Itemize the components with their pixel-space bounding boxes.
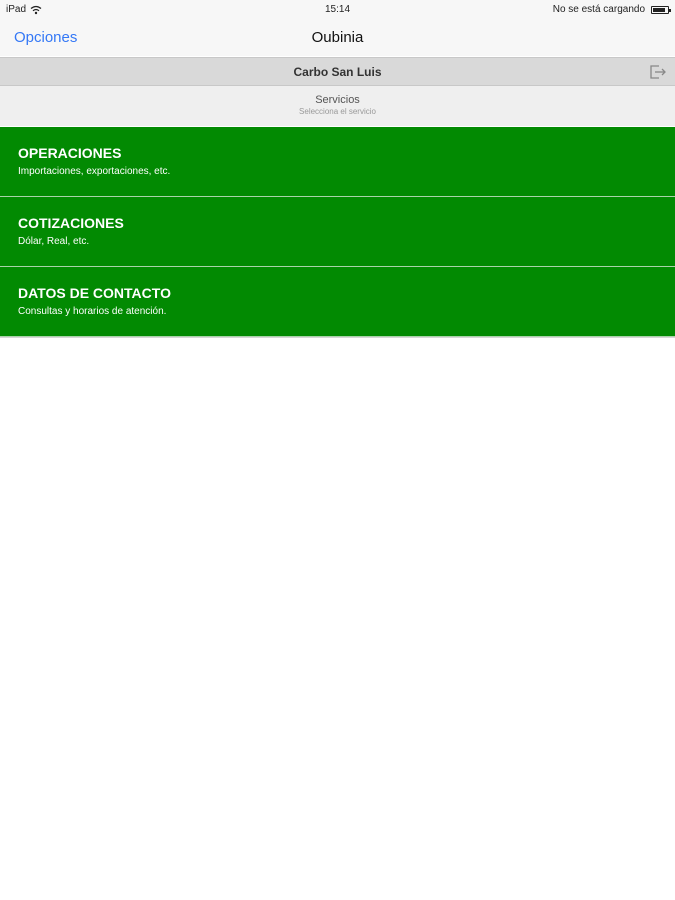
services-menu-list (0, 127, 675, 338)
section-subtitle: Selecciona el servicio (299, 107, 376, 116)
status-time: 15:14 (324, 4, 351, 15)
status-bar (0, 0, 675, 20)
menu-item-operaciones[interactable] (0, 127, 675, 197)
navigation-bar (0, 20, 675, 56)
menu-item-cotizaciones[interactable] (0, 197, 675, 267)
menu-item-title: COTIZACIONES (18, 215, 124, 231)
company-name: Carbo San Luis (293, 65, 382, 79)
options-back-button[interactable]: Opciones (14, 29, 78, 46)
battery-status-text: No se está cargando (552, 4, 645, 15)
logout-icon[interactable] (649, 64, 667, 80)
nav-title: Oubinia (311, 29, 364, 46)
section-header (0, 86, 675, 126)
status-right (553, 4, 669, 15)
menu-item-title: DATOS DE CONTACTO (18, 285, 171, 301)
menu-item-datos-de-contacto[interactable] (0, 267, 675, 337)
menu-item-title: OPERACIONES (18, 145, 122, 161)
device-label: iPad (6, 4, 27, 15)
section-title: Servicios (315, 94, 360, 106)
menu-item-subtitle: Dólar, Real, etc. (18, 236, 90, 247)
menu-item-subtitle: Consultas y horarios de atención. (18, 306, 167, 317)
menu-divider (0, 337, 675, 338)
menu-item-subtitle: Importaciones, exportaciones, etc. (18, 166, 171, 177)
battery-icon (651, 6, 669, 14)
company-bar (0, 57, 675, 86)
